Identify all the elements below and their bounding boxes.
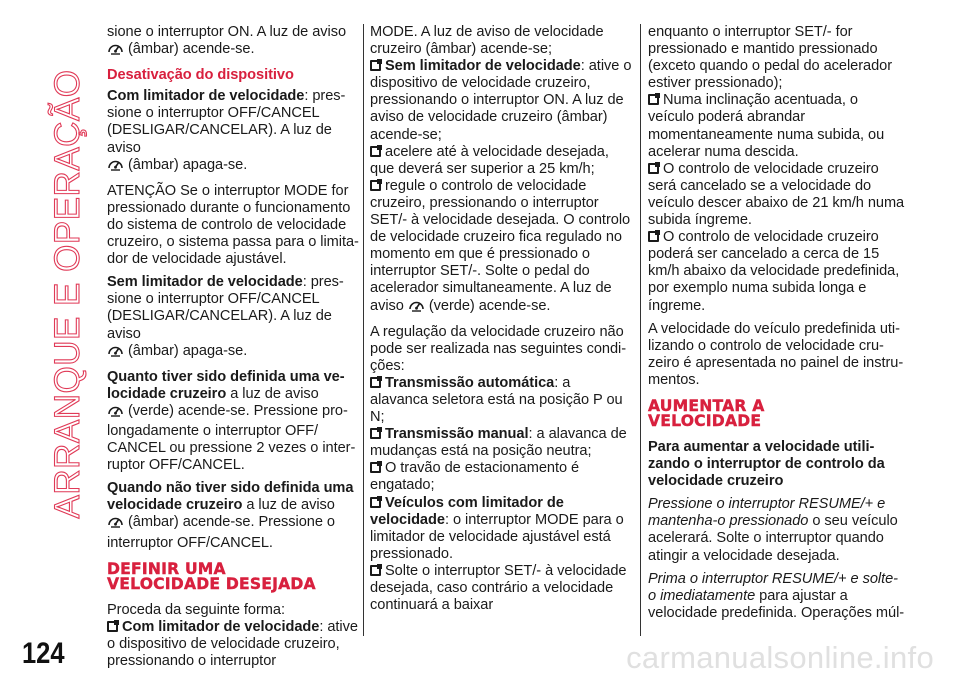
bullet-item: Veículos com limitador de velocidade: o interruptor MODE para o limitador de velocidade ajustável está pressionado.: [370, 494, 624, 562]
bullet-item: Transmissão automática: a alavanca seletora está na posição P ou N;: [370, 374, 623, 426]
speedometer-indicator-icon: [107, 157, 124, 177]
bullet-item: acelere até à velocidade desejada, que deverá ser superior a 25 km/h;: [370, 143, 609, 177]
square-bullet-icon: [370, 428, 381, 439]
text-column-3: [648, 24, 906, 628]
bullet-item: Sem limitador de velocidade: ative o dispositivo de velocidade cruzeiro, pressionando o interruptor ON. A luz de aviso de velocidade cruzeiro (âmbar) acende-se;: [370, 58, 632, 143]
subsection-heading: Desativação do dispositivo: [107, 67, 294, 84]
paragraph: Quando não tiver sido definida uma velocidade cruzeiro a luz de aviso (âmbar) acende-se. Pressione o interruptor OFF/CANCEL.: [107, 480, 354, 551]
bullet-item: O travão de estacionamento é engatado;: [370, 460, 580, 494]
square-bullet-icon: [648, 163, 659, 174]
bullet-item: Com limitador de velocidade: ative o dispositivo de velocidade cruzeiro, pressionando o interruptor: [107, 618, 358, 669]
bullet-item: regule o controlo de velocidade cruzeiro, pressionando o interruptor SET/- à velocidade desejada. O controlo de velocidade cruzeiro fica regulado no momento em que é pressionado o interruptor SET/-. Solte o pedal do acelerador simultaneamente. A luz de aviso (verde) acende-se.: [370, 178, 632, 318]
text-column-1: [107, 24, 359, 676]
section-heading: DEFINIR UMA VELOCIDADE DESEJADA: [107, 559, 316, 593]
paragraph: Proceda da seguinte forma:: [107, 601, 285, 618]
paragraph: Prima o interruptor RESUME/+ e solte-o imediatamente para ajustar a velocidade predefinida. Operações múl-: [648, 570, 905, 621]
side-section-title: [46, 14, 90, 574]
square-bullet-icon: [370, 377, 381, 388]
paragraph: sione o interruptor ON. A luz de aviso (âmbar) acende-se.: [107, 24, 359, 61]
paragraph: Quanto tiver sido definida uma ve-locidade cruzeiro a luz de aviso (verde) acende-se. Pressione pro-longadamente o interruptor OFF/ CANCEL ou pressione 2 vezes o inter-ruptor OFF/CANCEL.: [107, 368, 356, 474]
speedometer-indicator-icon: [107, 343, 124, 363]
subsection-heading: Para aumentar a velocidade utili-zando o interruptor de controlo da velocidade cruzeiro: [648, 438, 885, 490]
bullet-item: Numa inclinação acentuada, o veículo poderá abrandar momentaneamente numa subida, ou acelerar numa descida.: [648, 92, 885, 160]
bullet-item: Solte o interruptor SET/- à velocidade desejada, caso contrário a velocidade continuará a baixar: [370, 562, 627, 614]
square-bullet-icon: [370, 146, 381, 157]
paragraph: ATENÇÃO Se o interruptor MODE for pressionado durante o funcionamento do sistema de controlo de velocidade cruzeiro, o sistema passa para o limita-dor de velocidade ajustável.: [107, 182, 359, 268]
square-bullet-icon: [370, 462, 381, 473]
watermark: carmanualsonline.info: [626, 640, 934, 675]
speedometer-indicator-icon: [107, 514, 124, 534]
side-section-title-text: ARRANQUE E OPERAÇÃO: [48, 69, 87, 519]
paragraph: enquanto o interruptor SET/- for pressionado e mantido pressionado (exceto quando o pedal do acelerador estiver pressionado);: [648, 24, 893, 92]
bullet-item: O controlo de velocidade cruzeiro poderá ser cancelado a cerca de 15 km/h abaixo da velocidade predefinida, por exemplo numa subida longa e íngreme.: [648, 229, 900, 314]
paragraph: MODE. A luz de aviso de velocidade cruzeiro (âmbar) acende-se;: [370, 24, 604, 58]
square-bullet-icon: [648, 231, 659, 242]
column-divider-1: [363, 24, 364, 636]
square-bullet-icon: [370, 497, 381, 508]
paragraph: Pressione o interruptor RESUME/+ e mantenha-o pressionado o seu veículo acelerará. Solte o interruptor quando atingir a velocidade desejada.: [648, 496, 898, 564]
paragraph: Sem limitador de velocidade: pres-sione o interruptor OFF/CANCEL (DESLIGAR/CANCELAR). A luz de aviso (âmbar) apaga-se.: [107, 274, 359, 362]
speedometer-indicator-icon: [107, 403, 124, 423]
bullet-item: O controlo de velocidade cruzeiro será cancelado se a velocidade do veículo descer abaixo de 21 km/h numa subida íngreme.: [648, 160, 905, 229]
speedometer-indicator-icon: [408, 298, 425, 318]
square-bullet-icon: [107, 621, 118, 632]
page-number: 124: [22, 637, 65, 670]
speedometer-indicator-icon: [107, 41, 124, 61]
column-divider-2: [640, 24, 641, 636]
text-column-2: [370, 24, 632, 614]
square-bullet-icon: [648, 94, 659, 105]
square-bullet-icon: [370, 180, 381, 191]
section-heading: AUMENTAR A VELOCIDADE: [648, 396, 765, 430]
square-bullet-icon: [370, 565, 381, 576]
square-bullet-icon: [370, 60, 381, 71]
paragraph: Com limitador de velocidade: pres-sione o interruptor OFF/CANCEL (DESLIGAR/CANCELAR). A luz de aviso (âmbar) apaga-se.: [107, 88, 359, 176]
bullet-item: Transmissão manual: a alavanca de mudanças está na posição neutra;: [370, 426, 627, 460]
paragraph: A velocidade do veículo predefinida uti-lizando o controlo de velocidade cru-zeiro é apresentada no painel de instru-mentos.: [648, 320, 904, 388]
paragraph: A regulação da velocidade cruzeiro não pode ser realizada nas seguintes condi-ções:: [370, 323, 627, 374]
